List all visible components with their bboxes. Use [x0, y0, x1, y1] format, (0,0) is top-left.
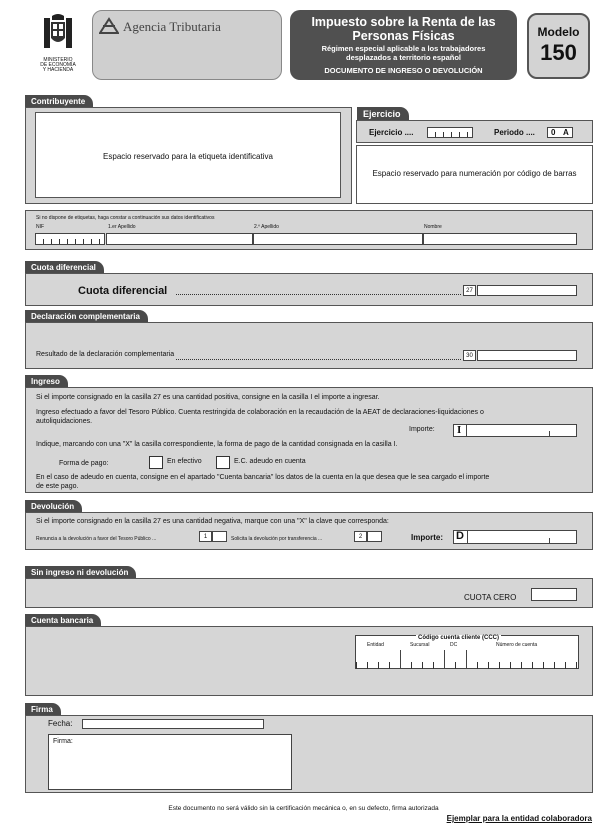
label-space — [35, 112, 341, 198]
ejercicio-input[interactable] — [427, 127, 473, 138]
firma-label: Firma: — [53, 738, 73, 745]
devolucion-importe-input[interactable] — [453, 530, 577, 544]
nif-input[interactable] — [35, 233, 105, 245]
title-line: Personas Físicas — [352, 29, 455, 43]
ingreso-line2a: Ingreso efectuado a favor del Tesoro Público. Cuenta restringida de colaboración en la recaudación de la AEAT de declaraciones-liquidaciones o — [36, 409, 484, 416]
complementaria-input[interactable] — [477, 350, 577, 361]
ejercicio-section — [356, 120, 593, 143]
ingreso-line3: Indique, marcando con una "X" la casilla correspondiente, la forma de pago de la cantidad consignada en la casilla I. — [36, 441, 398, 448]
apellido1-input[interactable] — [106, 233, 253, 245]
modelo-number: 150 — [540, 40, 577, 65]
dc-label: DC — [450, 642, 458, 648]
renuncia-checkbox[interactable] — [212, 531, 227, 542]
coat-of-arms-icon — [38, 12, 78, 52]
ccc-title: Código cuenta cliente (CCC) — [418, 635, 500, 641]
section-tag-devolucion: Devolución — [25, 500, 82, 513]
devolucion-section — [25, 512, 593, 550]
cuota-input[interactable] — [477, 285, 577, 296]
ingreso-importe-key: I — [457, 424, 462, 436]
firma-box[interactable] — [48, 734, 292, 790]
subtitle-line: desplazados a territorio español — [345, 53, 462, 62]
footer-copy: Ejemplar para la entidad colaboradora — [446, 814, 592, 823]
ingreso-importe-input[interactable] — [453, 424, 577, 437]
agency-box — [92, 10, 282, 80]
sucursal-label: Sucursal — [410, 642, 430, 648]
sin-ingreso-section — [25, 578, 593, 608]
section-tag-cuota: Cuota diferencial — [25, 261, 104, 274]
efectivo-label: En efectivo — [167, 458, 202, 465]
transferencia-label: Solicita la devolución por transferencia ... — [231, 536, 323, 542]
complementaria-box-number: 30 — [463, 350, 476, 361]
renuncia-label: Renuncia a la devolución a favor del Tesoro Público ... — [36, 536, 157, 542]
nif-label: NIF — [36, 224, 45, 230]
section-tag-firma: Firma — [25, 703, 61, 716]
ministry-line: DE ECONOMÍA — [40, 62, 76, 68]
numero-cuenta-input[interactable] — [466, 650, 579, 669]
firma-section — [25, 715, 593, 793]
section-tag-sin-ingreso: Sin ingreso ni devolución — [25, 566, 136, 579]
complementaria-dots — [176, 359, 461, 360]
ministry-logo — [38, 12, 78, 73]
cuota-dots — [176, 294, 461, 295]
ejercicio-label: Ejercicio .... — [369, 128, 414, 137]
ingreso-line4b: de este pago. — [36, 483, 79, 490]
title-box — [290, 10, 517, 80]
devolucion-importe-label: Importe: — [411, 533, 443, 542]
ingreso-section — [25, 387, 593, 493]
ministry-line: MINISTERIO — [43, 57, 73, 63]
entidad-label: Entidad — [367, 642, 384, 648]
section-tag-ingreso: Ingreso — [25, 375, 68, 388]
efectivo-checkbox[interactable] — [149, 456, 163, 469]
fecha-input[interactable] — [82, 719, 264, 729]
adeudo-label: E.C. adeudo en cuenta — [234, 458, 306, 465]
ingreso-line4a: En el caso de adeudo en cuenta, consigne en el apartado "Cuenta bancaria" los datos de la cuenta en la que desea que le sea cargado el importe — [36, 474, 490, 481]
cuota-cero-label: CUOTA CERO — [464, 593, 517, 602]
subtitle-line: Régimen especial aplicable a los trabajadores — [321, 44, 486, 53]
cuota-cero-checkbox[interactable] — [531, 588, 577, 601]
section-tag-ejercicio: Ejercicio — [357, 107, 409, 121]
section-tag-complementaria: Declaración complementaria — [25, 310, 148, 323]
dc-input[interactable] — [444, 650, 466, 669]
sucursal-input[interactable] — [400, 650, 444, 669]
devolucion-importe-key: D — [456, 530, 464, 542]
cuenta-section — [25, 626, 593, 696]
transferencia-box-number: 2 — [354, 531, 367, 542]
periodo-value: 0 — [551, 128, 556, 137]
ccc-block — [355, 635, 579, 669]
adeudo-checkbox[interactable] — [216, 456, 230, 469]
identity-instruction: Si no dispone de etiquetas, haga constar a continuación sus datos identificativos — [36, 215, 215, 221]
periodo-suffix: A — [563, 128, 569, 137]
apellido1-label: 1.er Apellido — [108, 224, 136, 230]
ingreso-line1: Si el importe consignado en la casilla 27 es una cantidad positiva, consigne en la casilla I el importe a ingresar. — [36, 394, 380, 401]
section-tag-contribuyente: Contribuyente — [25, 95, 93, 108]
forma-pago-label: Forma de pago: — [59, 460, 109, 467]
devolucion-line1: Si el importe consignado en la casilla 27 es una cantidad negativa, marque con una "X" la clave que corresponda: — [36, 518, 389, 525]
renuncia-box-number: 1 — [199, 531, 212, 542]
agency-name: Agencia Tributaria — [123, 19, 221, 34]
label-space-text: Espacio reservado para la etiqueta identificativa — [103, 152, 273, 161]
ministry-line: Y HACIENDA — [42, 67, 74, 73]
barcode-space-text: Espacio reservado para numeración por código de barras — [372, 169, 577, 178]
modelo-label: Modelo — [537, 25, 580, 39]
cuota-section — [25, 273, 593, 306]
nombre-input[interactable] — [423, 233, 577, 245]
ingreso-line2b: autoliquidaciones. — [36, 418, 93, 425]
contribuyente-section — [25, 107, 352, 204]
complementaria-section — [25, 322, 593, 369]
numero-cuenta-label: Número de cuenta — [496, 642, 538, 648]
modelo-box — [527, 13, 590, 79]
footer-note: Este documento no será válido sin la certificación mecánica o, en su defecto, firma autorizada — [168, 805, 439, 812]
identity-section — [25, 210, 593, 250]
entidad-input[interactable] — [356, 650, 400, 669]
ingreso-importe-label: Importe: — [409, 426, 435, 433]
document-type: DOCUMENTO DE INGRESO O DEVOLUCIÓN — [324, 66, 483, 75]
transferencia-checkbox[interactable] — [367, 531, 382, 542]
cuota-label: Cuota diferencial — [78, 285, 168, 297]
apellido2-label: 2.º Apellido — [254, 224, 279, 230]
apellido2-input[interactable] — [253, 233, 423, 245]
barcode-space — [356, 145, 593, 204]
section-tag-cuenta: Cuenta bancaria — [25, 614, 101, 627]
complementaria-label: Resultado de la declaración complementaria — [36, 351, 175, 358]
agency-logo-icon — [99, 17, 119, 35]
cuota-box-number: 27 — [463, 285, 476, 296]
fecha-label: Fecha: — [48, 719, 73, 728]
title-line: Impuesto sobre la Renta de las — [311, 15, 496, 29]
nombre-label: Nombre — [424, 224, 442, 230]
periodo-label: Periodo .... — [494, 128, 535, 137]
periodo-input[interactable] — [547, 127, 573, 138]
